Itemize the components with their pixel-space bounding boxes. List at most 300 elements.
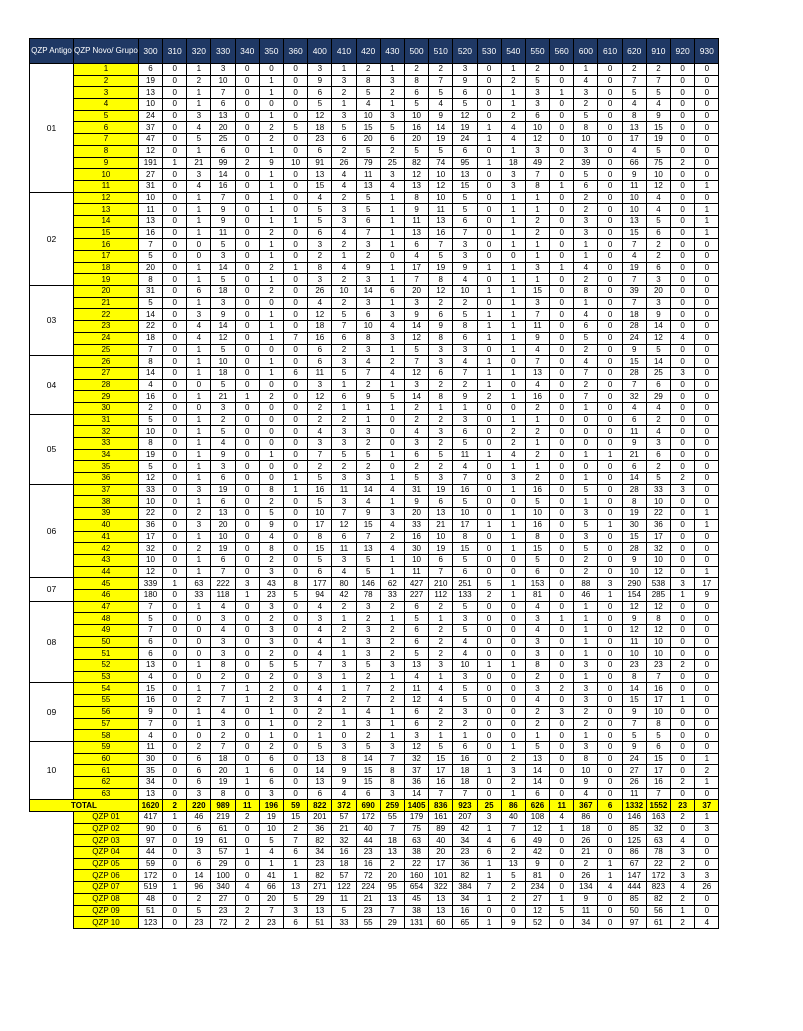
table-cell: 2 (308, 402, 332, 414)
table-cell: 1 (501, 741, 525, 753)
table-cell: 3 (598, 578, 622, 590)
table-cell: 2 (380, 531, 404, 543)
table-cell: 3 (671, 870, 695, 882)
table-cell: 14 (525, 776, 549, 788)
table-cell: 0 (284, 180, 308, 192)
table-cell: 15 (622, 695, 646, 707)
table-cell: 112 (429, 589, 453, 601)
table-cell: 4 (259, 847, 283, 859)
table-cell: 3 (501, 473, 525, 485)
table-cell: 1 (380, 706, 404, 718)
table-cell: 0 (477, 625, 501, 637)
table-cell: 88 (574, 578, 598, 590)
table-cell: 13 (138, 87, 162, 99)
table-cell: 1 (259, 718, 283, 730)
table-cell: 4 (308, 695, 332, 707)
table-cell: 19 (646, 134, 670, 146)
table-cell: 1 (187, 99, 211, 111)
table-cell: 7 (501, 823, 525, 835)
table-cell: 23 (259, 589, 283, 601)
table-cell: 0 (235, 753, 259, 765)
table-cell: 9 (622, 741, 646, 753)
table-cell: 0 (695, 344, 719, 356)
table-cell: 0 (163, 449, 187, 461)
table-cell: 4 (453, 636, 477, 648)
column-header: 500 (404, 39, 428, 64)
table-cell: 46 (574, 589, 598, 601)
table-cell: 61 (646, 917, 670, 929)
table-cell: 0 (284, 309, 308, 321)
table-cell: 4 (211, 438, 235, 450)
table-cell: 0 (501, 730, 525, 742)
table-cell: 1 (501, 227, 525, 239)
table-cell: 0 (284, 99, 308, 111)
table-cell: 13 (429, 905, 453, 917)
table-cell: 0 (550, 110, 574, 122)
table-cell: 19 (211, 543, 235, 555)
table-cell: 0 (163, 75, 187, 87)
table-cell: 0 (598, 636, 622, 648)
table-cell: 0 (695, 426, 719, 438)
table-cell: 6 (308, 344, 332, 356)
table-cell: 0 (671, 145, 695, 157)
table-cell: 0 (550, 367, 574, 379)
table-cell: 1 (501, 484, 525, 496)
table-cell: 0 (187, 251, 211, 263)
table-cell: 1 (501, 64, 525, 76)
table-cell: 16 (453, 753, 477, 765)
table-cell: 18 (332, 858, 356, 870)
table-cell: 0 (598, 554, 622, 566)
column-header: 610 (598, 39, 622, 64)
table-cell: 210 (429, 578, 453, 590)
table-cell: 0 (187, 730, 211, 742)
table-cell: 6 (211, 473, 235, 485)
table-cell: 7 (453, 367, 477, 379)
table-cell: 0 (477, 648, 501, 660)
table-cell: 0 (550, 741, 574, 753)
table-cell: 0 (695, 683, 719, 695)
table-row (30, 402, 719, 414)
table-cell: 0 (598, 274, 622, 286)
table-cell: 4 (453, 648, 477, 660)
table-cell: 0 (284, 741, 308, 753)
table-row (30, 753, 719, 765)
table-cell: 33 (646, 484, 670, 496)
table-cell: 82 (646, 893, 670, 905)
table-cell: 5 (356, 660, 380, 672)
table-cell: 0 (695, 730, 719, 742)
table-cell: 5 (138, 461, 162, 473)
table-cell: 6 (646, 379, 670, 391)
table-cell: 154 (622, 589, 646, 601)
table-cell: 3 (574, 741, 598, 753)
table-cell: 2 (380, 858, 404, 870)
table-cell: 3 (356, 274, 380, 286)
table-cell: 5 (404, 99, 428, 111)
table-cell: 1 (187, 706, 211, 718)
table-cell: 1 (163, 578, 187, 590)
table-cell: 2 (574, 554, 598, 566)
table-cell: 0 (284, 344, 308, 356)
table-cell: 0 (477, 508, 501, 520)
table-cell: 7 (138, 239, 162, 251)
table-cell: 5 (622, 87, 646, 99)
table-cell: 0 (163, 730, 187, 742)
qzp-novo-cell: 45 (74, 578, 139, 590)
table-cell: 7 (404, 274, 428, 286)
table-cell: 1 (574, 64, 598, 76)
table-cell: 2 (574, 379, 598, 391)
table-cell: 8 (259, 484, 283, 496)
table-cell: 55 (356, 917, 380, 929)
table-cell: 2 (187, 75, 211, 87)
table-cell: 1 (477, 379, 501, 391)
table-cell: 2 (138, 402, 162, 414)
table-cell: 0 (235, 262, 259, 274)
table-cell: 12 (429, 286, 453, 298)
qzp-novo-cell: 30 (74, 402, 139, 414)
table-cell: 0 (163, 180, 187, 192)
column-header: 510 (429, 39, 453, 64)
table-cell: 4 (574, 788, 598, 800)
table-cell: 1 (235, 683, 259, 695)
table-cell: 1 (477, 321, 501, 333)
table-cell: 1 (332, 99, 356, 111)
table-cell: 6 (574, 180, 598, 192)
table-cell: 3 (525, 648, 549, 660)
table-row (30, 309, 719, 321)
table-cell: 3 (187, 484, 211, 496)
table-cell: 8 (429, 391, 453, 403)
table-cell: 0 (163, 426, 187, 438)
table-cell: 2 (380, 648, 404, 660)
table-cell: 7 (429, 566, 453, 578)
table-cell: 3 (187, 169, 211, 181)
table-cell: 3 (259, 566, 283, 578)
table-cell: 0 (477, 227, 501, 239)
table-cell: 1 (501, 321, 525, 333)
table-cell: 1 (235, 776, 259, 788)
table-cell: 17 (138, 531, 162, 543)
table-cell: 2 (259, 134, 283, 146)
table-cell: 1 (380, 730, 404, 742)
table-cell: 1620 (138, 800, 162, 812)
table-cell: 2 (259, 262, 283, 274)
table-cell: 8 (356, 332, 380, 344)
table-cell: 78 (356, 589, 380, 601)
table-cell: 2 (525, 227, 549, 239)
table-cell: 0 (598, 332, 622, 344)
table-cell: 0 (501, 671, 525, 683)
table-cell: 0 (163, 589, 187, 601)
table-cell: 0 (163, 274, 187, 286)
table-cell: 6 (501, 835, 525, 847)
table-cell: 0 (163, 461, 187, 473)
table-cell: 4 (646, 99, 670, 111)
table-cell: 0 (695, 402, 719, 414)
table-cell: 1 (501, 239, 525, 251)
table-cell: 14 (622, 473, 646, 485)
table-cell: 9 (622, 706, 646, 718)
table-cell: 6 (404, 239, 428, 251)
table-cell: 0 (671, 391, 695, 403)
table-cell: 0 (671, 64, 695, 76)
table-cell: 0 (695, 847, 719, 859)
table-cell: 1 (332, 402, 356, 414)
table-cell: 222 (211, 578, 235, 590)
table-cell: 12 (211, 332, 235, 344)
table-cell: 16 (453, 484, 477, 496)
table-cell: 1 (187, 473, 211, 485)
blank-cell (30, 893, 74, 905)
table-cell: 27 (622, 765, 646, 777)
table-cell: 0 (259, 473, 283, 485)
table-cell: 0 (477, 543, 501, 555)
table-cell: 0 (695, 379, 719, 391)
table-cell: 0 (671, 496, 695, 508)
table-cell: 3 (259, 636, 283, 648)
table-cell: 2 (332, 274, 356, 286)
table-cell: 5 (380, 391, 404, 403)
table-cell: 0 (598, 309, 622, 321)
table-row (30, 566, 719, 578)
table-cell: 0 (695, 484, 719, 496)
table-cell: 1 (380, 262, 404, 274)
table-cell: 0 (235, 192, 259, 204)
table-row (30, 578, 719, 590)
table-cell: 3 (453, 706, 477, 718)
table-cell: 97 (138, 835, 162, 847)
table-cell: 0 (235, 636, 259, 648)
table-cell: 20 (211, 122, 235, 134)
qzp-novo-cell: 19 (74, 274, 139, 286)
table-cell: 0 (550, 776, 574, 788)
table-cell: 0 (163, 613, 187, 625)
table-row (30, 695, 719, 707)
table-cell: 0 (259, 64, 283, 76)
table-cell: 1 (501, 519, 525, 531)
table-cell: 5 (187, 905, 211, 917)
table-cell: 1 (477, 122, 501, 134)
table-cell: 5 (646, 87, 670, 99)
table-cell: 23 (646, 660, 670, 672)
table-cell: 0 (163, 99, 187, 111)
table-cell: 0 (598, 75, 622, 87)
qzp-novo-cell: 35 (74, 461, 139, 473)
table-cell: 6 (259, 776, 283, 788)
table-cell: 0 (284, 227, 308, 239)
table-cell: 82 (404, 157, 428, 169)
table-cell: 9 (622, 438, 646, 450)
table-cell: 13 (525, 753, 549, 765)
table-cell: 1 (380, 239, 404, 251)
table-row (30, 192, 719, 204)
table-cell: 0 (598, 157, 622, 169)
table-cell: 18 (380, 835, 404, 847)
table-cell: 1 (501, 192, 525, 204)
table-cell: 10 (308, 508, 332, 520)
table-cell: 0 (598, 543, 622, 555)
table-cell: 2 (671, 776, 695, 788)
table-row (30, 367, 719, 379)
table-cell: 0 (235, 64, 259, 76)
table-cell: 3 (259, 788, 283, 800)
table-cell: 7 (356, 683, 380, 695)
table-cell: 0 (695, 660, 719, 672)
table-cell: 9 (695, 589, 719, 601)
table-cell: 0 (695, 788, 719, 800)
table-cell: 0 (598, 87, 622, 99)
table-cell: 23 (622, 660, 646, 672)
table-cell: 0 (477, 274, 501, 286)
table-cell: 3 (671, 484, 695, 496)
table-cell: 1 (235, 391, 259, 403)
column-header: 600 (574, 39, 598, 64)
table-cell: 12 (525, 823, 549, 835)
table-cell: 6 (453, 741, 477, 753)
table-cell: 12 (622, 601, 646, 613)
table-cell: 5 (404, 145, 428, 157)
table-cell: 3 (429, 473, 453, 485)
table-cell: 2 (380, 695, 404, 707)
table-cell: 2 (429, 438, 453, 450)
table-cell: 33 (138, 484, 162, 496)
table-cell: 3 (453, 671, 477, 683)
table-cell: 28 (622, 367, 646, 379)
table-cell: 16 (308, 484, 332, 496)
table-cell: 8 (574, 286, 598, 298)
table-cell: 11 (429, 204, 453, 216)
table-cell: 9 (501, 917, 525, 929)
table-cell: 1 (477, 660, 501, 672)
table-cell: 1 (477, 286, 501, 298)
table-cell: 0 (284, 75, 308, 87)
table-cell: 4 (308, 648, 332, 660)
table-cell: 1 (501, 589, 525, 601)
table-cell: 25 (211, 134, 235, 146)
table-cell: 10 (646, 706, 670, 718)
table-cell: 10 (138, 496, 162, 508)
table-cell: 2 (187, 508, 211, 520)
table-cell: 17 (429, 858, 453, 870)
table-cell: 14 (404, 391, 428, 403)
table-cell: 2 (671, 812, 695, 824)
table-cell: 3 (332, 75, 356, 87)
table-cell: 0 (235, 332, 259, 344)
table-cell: 0 (671, 204, 695, 216)
table-cell: 2 (259, 695, 283, 707)
table-cell: 1 (187, 391, 211, 403)
table-cell: 0 (163, 706, 187, 718)
table-cell: 3 (308, 671, 332, 683)
table-cell: 0 (477, 438, 501, 450)
table-cell: 1 (187, 227, 211, 239)
table-cell: 6 (646, 262, 670, 274)
table-row (30, 589, 719, 601)
table-cell: 21 (622, 449, 646, 461)
table-cell: 6 (622, 414, 646, 426)
qzp-novo-cell: 42 (74, 543, 139, 555)
table-cell: 7 (380, 905, 404, 917)
table-cell: 0 (163, 741, 187, 753)
table-cell: 0 (235, 660, 259, 672)
table-cell: 2 (356, 438, 380, 450)
table-row (30, 215, 719, 227)
table-cell: 0 (671, 531, 695, 543)
table-cell: 1 (259, 169, 283, 181)
table-cell: 0 (235, 356, 259, 368)
table-cell: 0 (671, 765, 695, 777)
table-cell: 34 (453, 893, 477, 905)
table-cell: 3 (356, 473, 380, 485)
table-cell: 1 (477, 157, 501, 169)
table-cell: 0 (259, 402, 283, 414)
table-cell: 0 (550, 251, 574, 263)
table-cell: 21 (187, 157, 211, 169)
column-header: 320 (187, 39, 211, 64)
table-row (30, 157, 719, 169)
table-cell: 0 (163, 496, 187, 508)
table-cell: 923 (453, 800, 477, 812)
table-cell: 0 (477, 718, 501, 730)
table-cell: 21 (429, 519, 453, 531)
table-cell: 0 (284, 204, 308, 216)
table-cell: 29 (646, 391, 670, 403)
column-header: 430 (380, 39, 404, 64)
table-cell: 5 (356, 554, 380, 566)
table-cell: 0 (671, 741, 695, 753)
table-cell: 0 (284, 426, 308, 438)
table-cell: 4 (550, 812, 574, 824)
table-cell: 6 (622, 461, 646, 473)
table-cell: 1 (187, 145, 211, 157)
table-cell: 5 (356, 204, 380, 216)
table-cell: 1 (550, 823, 574, 835)
table-cell: 7 (332, 508, 356, 520)
table-cell: 90 (138, 823, 162, 835)
table-cell: 1 (187, 356, 211, 368)
qzp-novo-cell: 31 (74, 414, 139, 426)
table-cell: 9 (404, 204, 428, 216)
table-cell: 57 (332, 870, 356, 882)
table-cell: 0 (598, 706, 622, 718)
table-cell: 1 (259, 215, 283, 227)
table-cell: 4 (380, 367, 404, 379)
table-cell: 42 (332, 589, 356, 601)
qzp-novo-cell: 59 (74, 741, 139, 753)
table-cell: 2 (332, 87, 356, 99)
qzp-novo-cell: 51 (74, 648, 139, 660)
blank-cell (30, 882, 74, 894)
table-cell: 0 (163, 847, 187, 859)
table-cell: 0 (284, 543, 308, 555)
table-row (30, 741, 719, 753)
table-cell: 1 (332, 683, 356, 695)
table-cell: 0 (671, 566, 695, 578)
table-cell: 0 (477, 496, 501, 508)
table-cell: 25 (380, 157, 404, 169)
table-cell: 3 (380, 660, 404, 672)
table-cell: 2 (187, 695, 211, 707)
table-cell: 9 (429, 110, 453, 122)
table-cell: 26 (574, 870, 598, 882)
table-cell: 4 (235, 882, 259, 894)
table-cell: 2 (429, 706, 453, 718)
table-cell: 1 (187, 660, 211, 672)
table-cell: 172 (138, 870, 162, 882)
table-cell: 2 (356, 64, 380, 76)
